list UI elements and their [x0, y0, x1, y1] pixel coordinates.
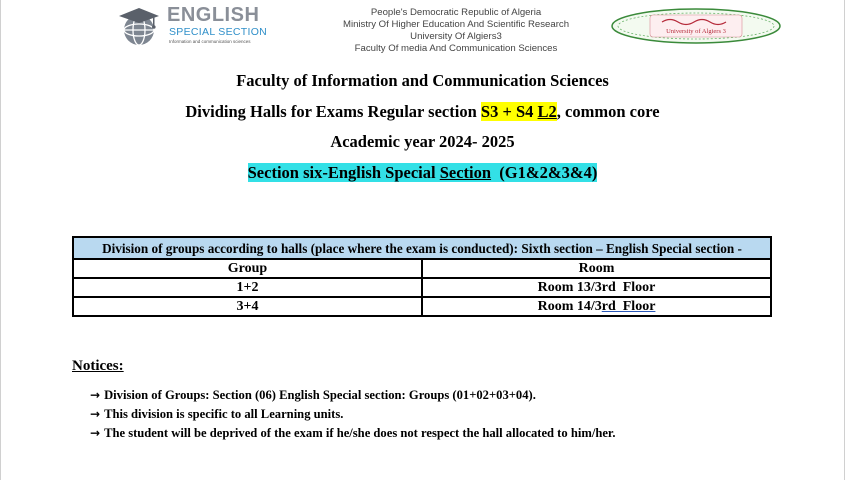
- document-titles: [0, 66, 845, 188]
- notice-text: Division of Groups: Section (06) English Special section: Groups (01+02+03+04).: [104, 388, 536, 402]
- globe-graduation-cap-icon: [115, 6, 163, 46]
- column-header-group: Group: [73, 259, 422, 278]
- halls-table: [72, 236, 772, 317]
- arrow-right-icon: →: [90, 407, 101, 421]
- header-line-country: People's Democratic Republic of Algeria: [370, 7, 542, 18]
- level-label: L2: [537, 101, 557, 121]
- semester-highlight: [481, 102, 557, 121]
- room-cell: Room 13/3rd Floor: [422, 278, 771, 297]
- notices-heading: Notices:: [72, 358, 124, 374]
- header-line-ministry: Ministry Of Higher Education And Scientific Research: [342, 19, 570, 30]
- section-word: Section: [439, 162, 492, 182]
- dividing-halls-title: [0, 97, 845, 128]
- table-row: [73, 297, 771, 316]
- academic-year: Academic year 2024- 2025: [330, 132, 515, 151]
- room-cell: [422, 297, 771, 316]
- semester-label: S3 + S4: [480, 101, 534, 121]
- table-caption-row: [73, 237, 771, 259]
- section-prefix: Section six-English Special: [247, 162, 440, 182]
- notices-list: [90, 386, 616, 443]
- table-caption: Division of groups according to halls (place where the exam is conducted): Sixth section – English Special section -: [73, 237, 771, 259]
- dividing-suffix: , common core: [556, 101, 660, 121]
- room-cell-prefix: Room 14/3: [537, 299, 602, 314]
- header-line-university: University Of Algiers3: [410, 31, 502, 42]
- section-highlight: [248, 163, 598, 182]
- column-header-room: Room: [422, 259, 771, 278]
- table-header-row: [73, 259, 771, 278]
- list-item: [90, 386, 616, 405]
- room-cell-floor: rd Floor: [601, 299, 656, 314]
- logo-tagline: Information and communication sciences: [169, 39, 251, 44]
- notice-text: The student will be deprived of the exam if he/she does not respect the hall allocated to him/her.: [104, 426, 616, 440]
- notice-text: This division is specific to all Learning units.: [104, 407, 344, 421]
- section-title: [0, 158, 845, 189]
- list-item: [90, 405, 616, 424]
- list-item: [90, 424, 616, 443]
- english-section-logo: [115, 4, 293, 46]
- group-cell: 1+2: [73, 278, 422, 297]
- arrow-right-icon: →: [90, 388, 101, 402]
- logo-subtitle: SPECIAL SECTION: [169, 26, 268, 38]
- group-cell: 3+4: [73, 297, 422, 316]
- table-row: [73, 278, 771, 297]
- university-seal-logo: [610, 8, 782, 44]
- seal-text: University of Algiers 3: [666, 28, 726, 35]
- faculty-title: Faculty of Information and Communication Sciences: [236, 71, 609, 90]
- section-groups: (G1&2&3&4): [491, 162, 598, 182]
- arrow-right-icon: →: [90, 426, 101, 440]
- header-line-faculty: Faculty Of media And Communication Sciences: [354, 43, 558, 54]
- institution-header: [300, 7, 612, 55]
- logo-title: ENGLISH: [167, 4, 260, 26]
- dividing-prefix: Dividing Halls for Exams Regular section: [185, 101, 481, 121]
